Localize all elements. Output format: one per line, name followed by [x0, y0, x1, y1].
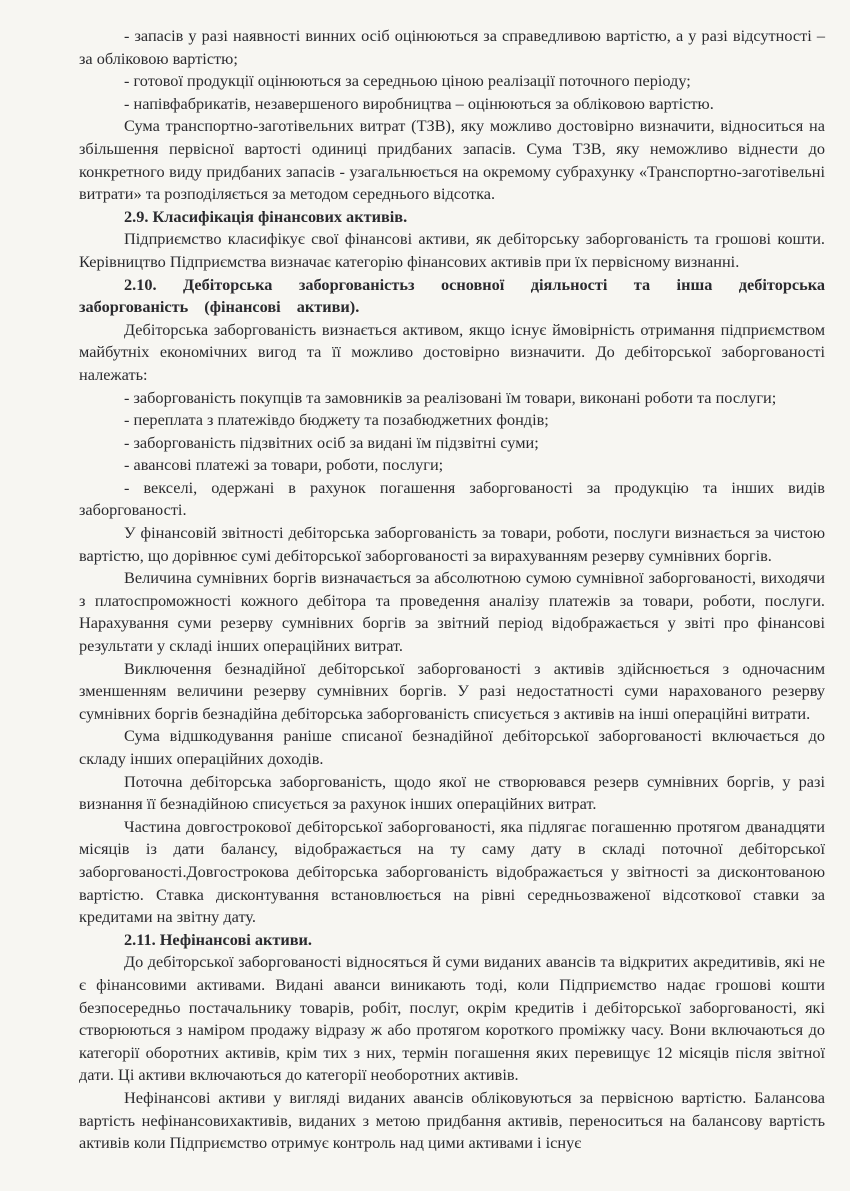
- section-heading-2-10: 2.10. Дебіторська заборгованістьз основної діяльності та інша дебіторська заборгованість (фінансові активи).: [79, 274, 825, 317]
- paragraph-doubtful-debts: Величина сумнівних боргів визначається за абсолютною сумою сумнівної заборгованості, виходячи з платоспроможності кожного дебітора та проведення аналізу платежів за товари, роботи, послуги. Нарахування суми резерву сумнівних боргів за звітний період відображається у звіті про фінансові результати у складі інших операційних витрат.: [79, 568, 825, 656]
- paragraph-receivables-definition: Дебіторська заборгованість визнається активом, якщо існує ймовірність отримання підприємством майбутніх економічних вигод та її можливо достовірно визначити. До дебіторської заборгованості належать:: [79, 319, 825, 384]
- section-heading-2-9: 2.9. Класифікація фінансових активів.: [124, 206, 408, 226]
- paragraph-nonfinancial-assets: Нефінансові активи у вигляді виданих авансів обліковуються за первісною вартістю. Балансова вартість нефінансовихактивів, виданих з метою придбання активів, переноситься на балансову вартість активів коли Підприємство отримує контроль над цими активами і існує: [79, 1087, 825, 1153]
- list-item-accountable-persons: - заборгованість підзвітних осіб за видані їм підзвітні суми;: [124, 432, 539, 452]
- paragraph-classification: Підприємство класифікує свої фінансові активи, як дебіторську заборгованість та грошові кошти. Керівництво Підприємства визначає категорію фінансових активів при їх первісному визнанні.: [79, 229, 825, 271]
- paragraph-current-receivables: Поточна дебіторська заборгованість, щодо якої не створювався резерв сумнівних боргів, у разі визнання її безнадійною списується за рахунок інших операційних витрат.: [79, 771, 825, 814]
- list-item-overpayment: - переплата з платежівдо бюджету та позабюджетних фондів;: [124, 410, 549, 430]
- list-item-advance-payments: - авансові платежі за товари, роботи, послуги;: [124, 455, 444, 475]
- paragraph-long-term: Частина довгострокової дебіторської заборгованості, яка підлягає погашенню протягом дванадцяти місяців із дати балансу, відображається на ту саму дату в складі поточної дебіторської заборгованості.Довгострокова дебіторська заборгованість відображається у звітності за дисконтованою вартістю. Ставка дисконтування встановлюється на рівні середньозваженої відсоткової ставки за кредитами на звітну дату.: [79, 816, 825, 927]
- paragraph-finished-goods: - готової продукції оцінюються за середньою ціною реалізації поточного періоду;: [124, 71, 691, 91]
- paragraph-stocks-guilty: - запасів у разі наявності винних осіб оцінюються за справедливою вартістю, а у разі відсутності – за обліковою вартістю;: [79, 26, 825, 68]
- paragraph-write-off: Виключення безнадійної дебіторської заборгованості з активів здійснюється з одночасним зменшенням величини резерву сумнівних боргів. У разі недостатності суми нарахованого резерву сумнівних боргів безнадійна дебіторська заборгованість списується з активів на інші операційні витрати.: [79, 658, 825, 723]
- paragraph-transport-costs: Сума транспортно-заготівельних витрат (ТЗВ), яку можливо достовірно визначити, відноситься на збільшення первісної вартості одиниці придбаних запасів. Сума ТЗВ, яку неможливо віднести до конкретного виду придбаних запасів - узагальнюється на окремому субрахунку «Транспортно-заготівельні витрати» та розподіляється за методом середнього відсотка.: [79, 116, 825, 204]
- paragraph-semi-finished: - напівфабрикатів, незавершеного виробництва – оцінюються за обліковою вартістю.: [124, 93, 714, 113]
- list-item-bills: - векселі, одержані в рахунок погашення заборгованості за продукцію та інших видів заборгованості.: [79, 477, 825, 520]
- paragraph-net-value: У фінансовій звітності дебіторська заборгованість за товари, роботи, послуги визнається за чистою вартістю, що дорівнює сумі дебіторської заборгованості за вирахуванням резерву сумнівних боргів.: [79, 523, 825, 565]
- paragraph-recovery: Сума відшкодування раніше списаної безнадійної дебіторської заборгованості включається до складу інших операційних доходів.: [79, 726, 825, 768]
- list-item-buyers-debt: - заборгованість покупців та замовників за реалізовані їм товари, виконані роботи та послуги;: [124, 387, 777, 407]
- section-heading-2-11: 2.11. Нефінансові активи.: [124, 929, 313, 949]
- paragraph-advances: До дебіторської заборгованості відносяться й суми виданих авансів та відкритих акредитивів, які не є фінансовими активами. Видані аванси виникають тоді, коли Підприємство надає грошові кошти безпосередньо постачальнику товарів, робіт, послуг, окрім кредитів і дебіторської заборгованості, які створюються з наміром продажу відразу ж або протягом короткого проміжку часу. Вони включаються до категорії оборотних активів, крім тих з них, термін погашення яких перевищує 12 місяців після звітної дати. Ці активи включаються до категорії необоротних активів.: [79, 952, 825, 1085]
